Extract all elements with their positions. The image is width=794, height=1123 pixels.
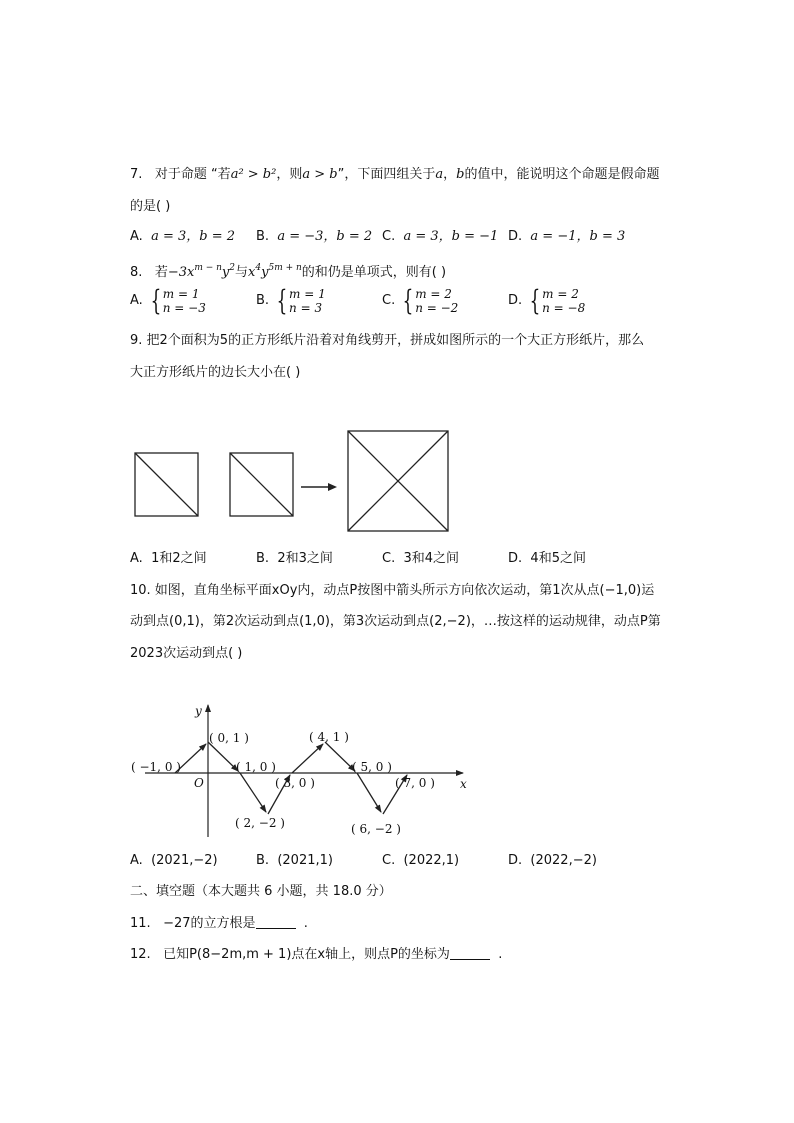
q7-option-a[interactable]: A. a = 3，b = 2	[130, 229, 235, 244]
q10-option-d[interactable]: D. (2022,−2)	[508, 853, 597, 868]
q8-option-a[interactable]: A. { m = 1 n = −3	[130, 284, 206, 317]
q10-option-a[interactable]: A. (2021,−2)	[130, 853, 218, 868]
point-label-2-m2: ( 2, −2 )	[235, 816, 285, 830]
q10-option-b[interactable]: B. (2021,1)	[256, 853, 333, 868]
q7-stem-line2: 的是( )	[130, 199, 171, 214]
small-square-1-diagonal	[135, 453, 198, 516]
q7-option-b[interactable]: B. a = −3，b = 2	[256, 229, 373, 244]
q10-coordinate-figure	[125, 695, 480, 845]
move-5	[292, 744, 323, 773]
move-3	[240, 773, 266, 812]
q8-option-d[interactable]: D. { m = 2 n = −8	[508, 284, 586, 317]
q9-option-b[interactable]: B. 2和3之间	[256, 551, 333, 566]
section-2-heading: 二、填空题（本大题共 6 小题，共 18.0 分）	[130, 884, 392, 899]
axis-y-label: y	[195, 704, 202, 718]
q7-option-c[interactable]: C. a = 3，b = −1	[382, 229, 499, 244]
move-2	[208, 742, 238, 771]
point-label-m1-0: ( −1, 0 )	[131, 760, 181, 774]
q10-option-c[interactable]: C. (2022,1)	[382, 853, 460, 868]
origin-label: O	[194, 776, 204, 790]
point-label-1-0: ( 1, 0 )	[236, 760, 276, 774]
q8-stem: 8. 若$-3x^{m - n}y^2$与$x^4y^{5m + n}$的和仍是单项式，则有( )	[130, 263, 447, 280]
q12-answer-blank[interactable]	[450, 947, 490, 960]
axis-x-label: x	[460, 777, 467, 791]
point-label-3-0: ( 3, 0 )	[275, 776, 315, 790]
q12-stem: 12. 已知P(8−2m,m + 1)点在x轴上，则点P的坐标为 .	[130, 947, 503, 962]
q9-stem-line2: 大正方形纸片的边长大小在( )	[130, 365, 301, 380]
point-label-5-0: ( 5, 0 )	[352, 760, 392, 774]
small-square-2-diagonal	[230, 453, 293, 516]
q8-option-c[interactable]: C. { m = 2 n = −2	[382, 284, 459, 317]
point-label-7-0: ( 7, 0 )	[395, 776, 435, 790]
q8-option-b[interactable]: B. { m = 1 n = 3	[256, 284, 326, 317]
move-6	[325, 742, 355, 771]
q10-stem-line2: 动到点(0,1)，第2次运动到点(1,0)，第3次运动到点(2,−2)，…按这样的运动规律，动点P第	[130, 614, 661, 629]
q9-option-a[interactable]: A. 1和2之间	[130, 551, 207, 566]
q9-option-d[interactable]: D. 4和5之间	[508, 551, 586, 566]
move-7	[357, 773, 381, 812]
point-label-0-1: ( 0, 1 )	[209, 731, 249, 745]
q7-stem-line1: 7. 对于命题 “若a² > b²，则a > b”，下面四组关于a，b的值中，能说明这个命题是假命题	[130, 167, 660, 182]
q9-squares-figure	[130, 425, 455, 537]
q9-stem-line1: 9. 把2个面积为5的正方形纸片沿着对角线剪开，拼成如图所示的一个大正方形纸片，那么	[130, 333, 645, 348]
q10-stem-line3: 2023次运动到点( )	[130, 646, 243, 661]
q7-option-d[interactable]: D. a = −1，b = 3	[508, 229, 626, 244]
q9-option-c[interactable]: C. 3和4之间	[382, 551, 460, 566]
transform-arrow	[301, 483, 337, 491]
q11-answer-blank[interactable]	[256, 916, 296, 929]
q10-stem-line1: 10. 如图，直角坐标平面xOy内，动点P按图中箭头所示方向依次运动，第1次从点(−1,0)运	[130, 583, 655, 598]
q11-stem: 11. −27的立方根是 .	[130, 916, 308, 931]
point-label-4-1: ( 4, 1 )	[309, 730, 349, 744]
point-label-6-m2: ( 6, −2 )	[351, 822, 401, 836]
